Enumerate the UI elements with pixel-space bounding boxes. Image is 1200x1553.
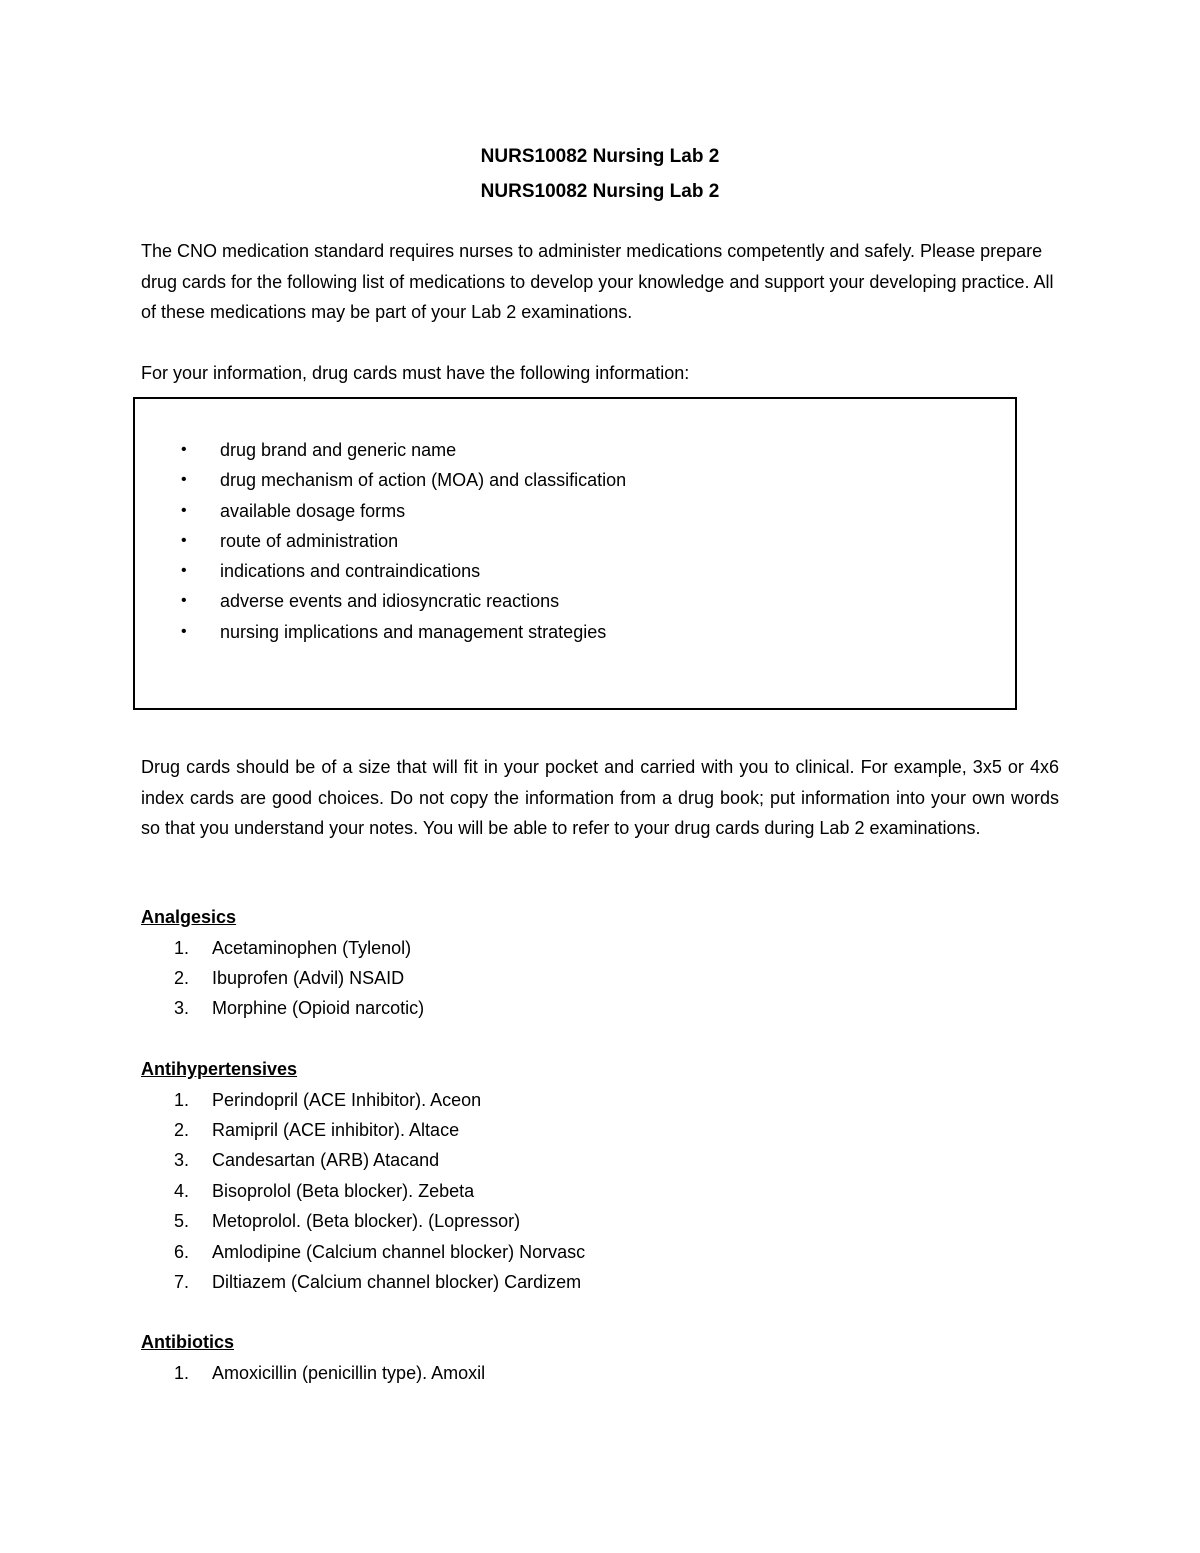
drug-name: Acetaminophen (Tylenol) bbox=[212, 937, 412, 958]
list-item bbox=[141, 1176, 1041, 1206]
list-item bbox=[141, 1145, 1041, 1175]
list-number: 6. bbox=[174, 1241, 190, 1262]
drug-list bbox=[141, 1085, 1041, 1298]
requirement-item bbox=[181, 586, 626, 616]
list-item bbox=[141, 1358, 1041, 1388]
requirement-text: nursing implications and management strategies bbox=[220, 621, 607, 642]
requirements-box bbox=[133, 397, 1017, 710]
list-number: 1. bbox=[174, 1089, 190, 1110]
bullet-icon: • bbox=[181, 531, 187, 549]
list-number: 1. bbox=[174, 1362, 190, 1383]
requirement-item bbox=[181, 526, 626, 556]
section-heading: Antihypertensives bbox=[141, 1059, 298, 1079]
requirement-item bbox=[181, 465, 626, 495]
drug-name: Bisoprolol (Beta blocker). Zebeta bbox=[212, 1180, 475, 1201]
section-antihypertensives bbox=[141, 1054, 1041, 1297]
bullet-icon: • bbox=[181, 562, 187, 580]
drug-name: Candesartan (ARB) Atacand bbox=[212, 1150, 440, 1171]
list-number: 3. bbox=[174, 998, 190, 1019]
drug-list bbox=[141, 1358, 1041, 1388]
list-item bbox=[141, 1115, 1041, 1145]
list-number: 3. bbox=[174, 1150, 190, 1171]
intro-paragraph: The CNO medication standard requires nurses to administer medications competently and safely. Please prepare drug cards for the following list of medications to develop your knowledge and support your developing practice. All of these medications may be part of your Lab 2 examinations. bbox=[141, 241, 1054, 322]
requirement-text: route of administration bbox=[220, 530, 399, 551]
requirement-text: drug brand and generic name bbox=[220, 440, 457, 460]
bullet-icon: • bbox=[181, 622, 187, 640]
requirement-item bbox=[181, 496, 626, 526]
list-number: 1. bbox=[174, 937, 190, 958]
requirement-item bbox=[181, 556, 626, 586]
bullet-icon: • bbox=[181, 441, 187, 458]
drug-name: Ibuprofen (Advil) NSAID bbox=[212, 967, 405, 988]
list-item bbox=[141, 963, 1041, 993]
list-number: 5. bbox=[174, 1211, 190, 1232]
list-item bbox=[141, 1085, 1041, 1115]
requirements-list bbox=[181, 435, 626, 647]
drug-name: Amoxicillin (penicillin type). Amoxil bbox=[212, 1362, 486, 1383]
section-antibiotics bbox=[141, 1327, 1041, 1388]
list-number: 2. bbox=[174, 967, 190, 988]
drug-name: Diltiazem (Calcium channel blocker) Cardizem bbox=[212, 1271, 582, 1292]
section-heading: Antibiotics bbox=[141, 1332, 234, 1352]
list-item bbox=[141, 1237, 1041, 1267]
requirement-text: adverse events and idiosyncratic reactions bbox=[220, 591, 560, 612]
requirement-item bbox=[181, 435, 626, 465]
drug-name: Amlodipine (Calcium channel blocker) Norvasc bbox=[212, 1241, 586, 1262]
list-number: 2. bbox=[174, 1119, 190, 1140]
drug-name: Metoprolol. (Beta blocker). (Lopressor) bbox=[212, 1211, 521, 1232]
requirement-item bbox=[181, 617, 626, 647]
drug-name: Ramipril (ACE inhibitor). Altace bbox=[212, 1119, 460, 1140]
list-item bbox=[141, 993, 1041, 1023]
bullet-icon: • bbox=[181, 501, 187, 519]
drug-list bbox=[141, 933, 1041, 1024]
drug-name: Morphine (Opioid narcotic) bbox=[212, 998, 425, 1019]
list-item bbox=[141, 1206, 1041, 1236]
list-number: 7. bbox=[174, 1271, 190, 1292]
document-title-repeat: NURS10082 Nursing Lab 2 bbox=[480, 181, 720, 202]
requirement-text: indications and contraindications bbox=[220, 561, 481, 582]
bullet-icon: • bbox=[181, 471, 187, 489]
drug-name: Perindopril (ACE Inhibitor). Aceon bbox=[212, 1089, 482, 1110]
list-number: 4. bbox=[174, 1180, 190, 1201]
bullet-icon: • bbox=[181, 592, 187, 610]
list-item bbox=[141, 1267, 1041, 1297]
requirement-text: drug mechanism of action (MOA) and classification bbox=[220, 470, 627, 491]
section-analgesics bbox=[141, 902, 1041, 1024]
list-item bbox=[141, 933, 1041, 963]
guidance-paragraph: Drug cards should be of a size that will fit in your pocket and carried with you to clinical. For example, 3x5 or 4x6 index cards are good choices. Do not copy the information from a drug book; put information into your own words so that you understand your notes. You will be able to refer to your drug cards during Lab 2 examinations. bbox=[141, 757, 1059, 838]
requirement-text: available dosage forms bbox=[220, 500, 406, 521]
document-title: NURS10082 Nursing Lab 2 bbox=[480, 146, 720, 167]
requirements-lead: For your information, drug cards must have the following information: bbox=[141, 363, 690, 383]
section-heading: Analgesics bbox=[141, 907, 237, 927]
